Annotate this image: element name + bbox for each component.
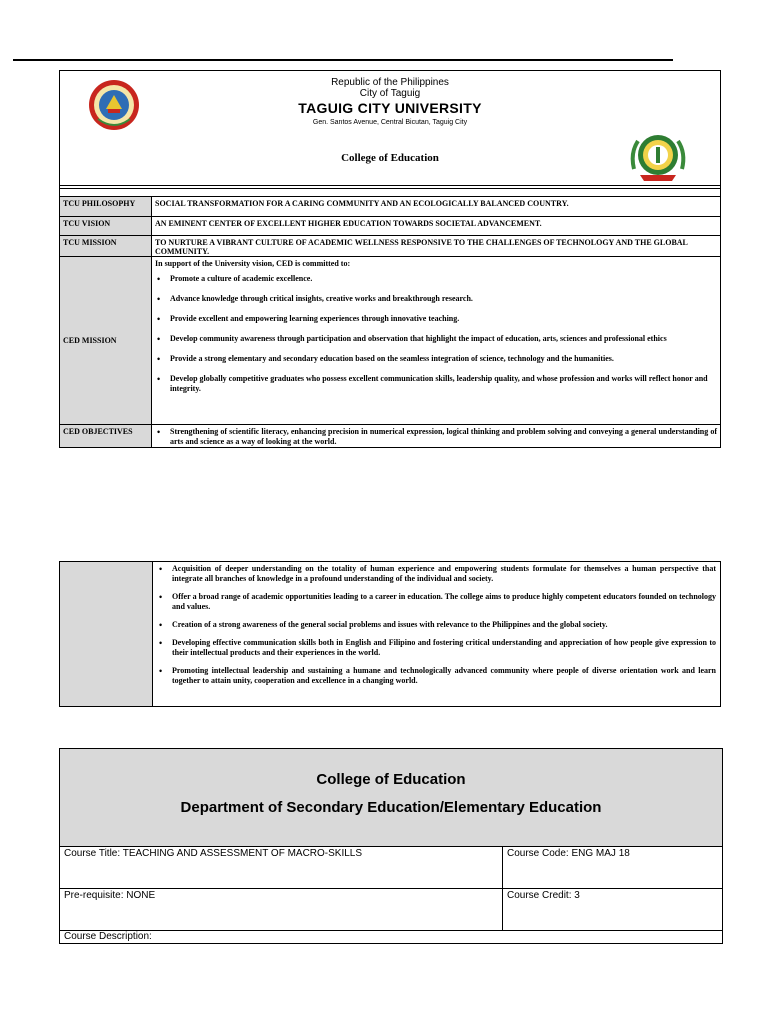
philosophy-label: TCU PHILOSOPHY (60, 197, 152, 216)
top-rule (13, 59, 673, 61)
ced-objectives-row (60, 425, 720, 447)
vision-row (60, 217, 720, 236)
objectives-continued-label (60, 562, 153, 706)
ced-objectives-label: CED OBJECTIVES (60, 425, 152, 447)
list-item: • Provide excellent and empowering learning experiences through innovative teaching. (155, 314, 717, 324)
ced-mission-list (155, 274, 717, 394)
ced-objectives-list (155, 427, 717, 447)
university-name: TAGUIG CITY UNIVERSITY (298, 100, 482, 116)
list-item: • Promoting intellectual leadership and sustaining a humane and technologically advanced community where people of diverse orientation work and learn together to attain unity, cooperation and excellence in a changing world. (157, 666, 716, 686)
vision-label: TCU VISION (60, 217, 152, 235)
list-item: • Developing effective communication skills both in English and Filipino and fostering critical understanding and appreciation of how people give expression to their intellectual products and their experiences in the world. (157, 638, 716, 658)
republic-line: Republic of the Philippines (331, 77, 449, 88)
course-header (60, 749, 722, 847)
university-header (60, 71, 720, 189)
list-item: • Develop globally competitive graduates who possess excellent communication skills, leadership quality, and whose profession and works will reflect honor and integrity. (155, 374, 717, 394)
mission-row (60, 236, 720, 257)
course-credit: Course Credit: 3 (507, 890, 580, 901)
vision-mission-table (59, 70, 721, 448)
list-item: • Strengthening of scientific literacy, enhancing precision in numerical expression, logical thinking and problem solving and conveying a general understanding of arts and science as a way of looking at the world. (155, 427, 717, 447)
ced-mission-intro: In support of the University vision, CED is committed to: (155, 259, 351, 268)
ced-mission-row (60, 257, 720, 425)
list-item: • Offer a broad range of academic opportunities leading to a career in education. The college aims to produce highly competent educators founded on technology and values. (157, 592, 716, 612)
ced-mission-content (152, 257, 720, 424)
ced-mission-label: CED MISSION (60, 257, 152, 424)
list-item: • Acquisition of deeper understanding on the totality of human experience and empowering students formulate for themselves a human perspective that integrate all branches of knowledge in a profound understanding of the individual and society. (157, 564, 716, 584)
mission-label: TCU MISSION (60, 236, 152, 256)
vision-value: AN EMINENT CENTER OF EXCELLENT HIGHER EDUCATION TOWARDS SOCIETAL ADVANCEMENT. (155, 219, 542, 228)
course-title: Course Title: TEACHING AND ASSESSMENT OF MACRO-SKILLS (60, 847, 503, 888)
course-description-row (60, 931, 722, 943)
objectives-continued-table (59, 561, 721, 707)
philosophy-row (60, 196, 720, 217)
course-prerequisite: Pre-requisite: NONE (60, 889, 503, 930)
list-item: • Provide a strong elementary and secondary education based on the seamless integration of science, technology and the humanities. (155, 354, 717, 364)
philosophy-value: SOCIAL TRANSFORMATION FOR A CARING COMMUNITY AND AN ECOLOGICALLY BALANCED COUNTRY. (155, 199, 569, 208)
city-line: City of Taguig (359, 88, 421, 99)
objectives-continued-list (157, 564, 716, 686)
mission-value: TO NURTURE A VIBRANT CULTURE OF ACADEMIC WELLNESS RESPONSIVE TO THE CHALLENGES OF TECHNOLOGY AND THE GLOBAL COMMUNITY. (155, 238, 688, 256)
course-info-table (59, 748, 723, 944)
ced-seal-icon (626, 125, 690, 189)
list-item: • Creation of a strong awareness of the general social problems and issues with relevance to the Philippines and the global society. (157, 620, 716, 630)
list-item: • Promote a culture of academic excellence. (155, 274, 717, 284)
course-title-row (60, 847, 722, 889)
university-address: Gen. Santos Avenue, Central Bicutan, Taguig City (312, 119, 468, 126)
header-rule (60, 185, 720, 186)
course-college: College of Education (316, 771, 466, 788)
objectives-continued-content (153, 562, 720, 706)
course-description-label: Course Description: (64, 931, 152, 942)
course-code: Course Code: ENG MAJ 18 (507, 848, 630, 859)
college-name: College of Education (341, 152, 439, 164)
prerequisite-row (60, 889, 722, 931)
list-item: • Advance knowledge through critical insights, creative works and breakthrough research. (155, 294, 717, 304)
list-item: • Develop community awareness through participation and observation that highlight the impact of education, arts, sciences and professional ethics (155, 334, 717, 344)
course-department: Department of Secondary Education/Elementary Education (180, 799, 602, 816)
ced-objectives-content (152, 425, 720, 447)
